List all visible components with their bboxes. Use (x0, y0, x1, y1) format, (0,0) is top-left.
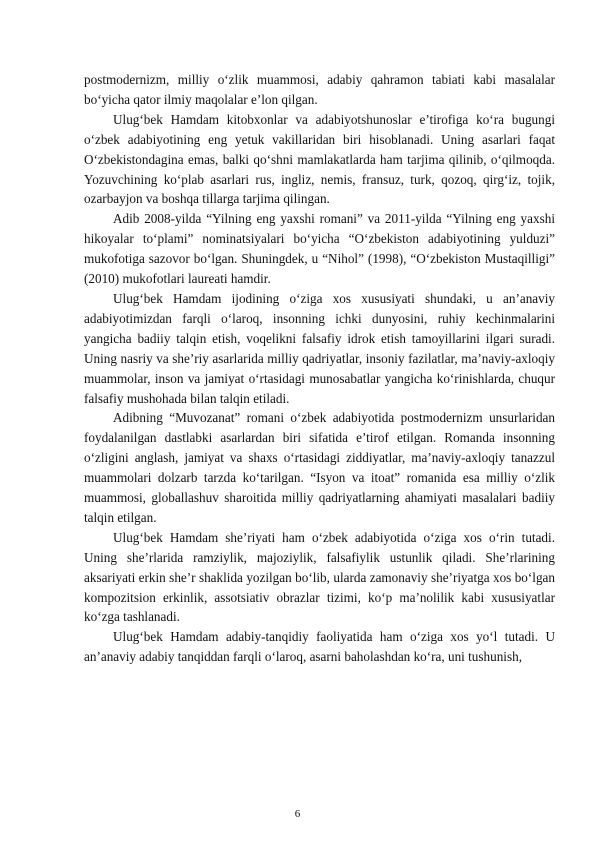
page-number: 6 (294, 808, 301, 820)
document-page (84, 70, 555, 667)
paragraph-5: Adibning “Muvozanat” romani o‘zbek adabiyotida postmodernizm unsurlaridan foydalanilgan dastlabki asarlardan biri sifatida e’tirof etilgan. Romanda insonning o‘zligini anglash, jamiyat va shaxs o‘rtasidagi ziddiyatlar, ma’naviy-axloqiy tanazzul muammolari dolzarb tarzda ko‘tarilgan. “Isyon va itoat” romanida esa milliy o‘zlik muammosi, globallashuv sharoitida milliy qadriyatlarning ahamiyati masalalari badiiy talqin etilgan. (84, 410, 555, 525)
paragraph-1: postmodernizm, milliy o‘zlik muammosi, adabiy qahramon tabiati kabi masalalar bo‘yicha qator ilmiy maqolalar e’lon qilgan. (84, 72, 555, 107)
paragraph-6: Ulug‘bek Hamdam she’riyati ham o‘zbek adabiyotida o‘ziga xos o‘rin tutadi. Uning she’rlarida ramziylik, majoziylik, falsafiylik ustunlik qiladi. She’rlarining aksariyati erkin she’r shaklida yozilgan bo‘lib, ularda zamonaviy she’riyatga xos bo‘lgan kompozitsion erkinlik, assotsiativ obrazlar tizimi, ko‘p ma’nolilik kabi xususiyatlar ko‘zga tashlanadi. (84, 529, 555, 625)
paragraph-3: Adib 2008-yilda “Yilning eng yaxshi romani” va 2011-yilda “Yilning eng yaxshi hikoyalar to‘plami” nominatsiyalari bo‘yicha “O‘zbekiston adabiyotining yulduzi” mukofotiga sazovor bo‘lgan. Shuningdek, u “Nihol” (1998), “O‘zbekiston Mustaqilligi” (2010) mukofotlari laureati hamdir. (84, 211, 555, 287)
paragraph-4: Ulug‘bek Hamdam ijodining o‘ziga xos xususiyati shundaki, u an’anaviy adabiyotimizdan farqli o‘laroq, insonning ichki dunyosini, ruhiy kechinmalarini yangicha badiiy talqin etish, voqelikni falsafiy idrok etish tamoyillarini ilgari suradi. Uning nasriy va she’riy asarlarida milliy qadriyatlar, insoniy fazilatlar, ma’naviy-axloqiy muammolar, inson va jamiyat o‘rtasidagi munosabatlar yangicha ko‘rinishlarda, chuqur falsafiy mushohada bilan talqin etiladi. (84, 290, 555, 406)
paragraph-7: Ulug‘bek Hamdam adabiy-tanqidiy faoliyatida ham o‘ziga xos yo‘l tutadi. U an’anaviy adabiy tanqiddan farqli o‘laroq, asarni baholashdan ko‘ra, uni tushunish, (84, 629, 555, 665)
paragraph-2: Ulug‘bek Hamdam kitobxonlar va adabiyotshunoslar e’tirofiga ko‘ra bugungi o‘zbek adabiyotining eng yetuk vakillaridan biri hisoblanadi. Uning asarlari faqat O‘zbekistondagina emas, balki qo‘shni mamlakatlarda ham tarjima qilinib, o‘qilmoqda. Yozuvchining ko‘plab asarlari rus, ingliz, nemis, fransuz, turk, qozoq, qirg‘iz, tojik, ozarbayjon va boshqa tillarga tarjima qilingan. (84, 111, 555, 207)
